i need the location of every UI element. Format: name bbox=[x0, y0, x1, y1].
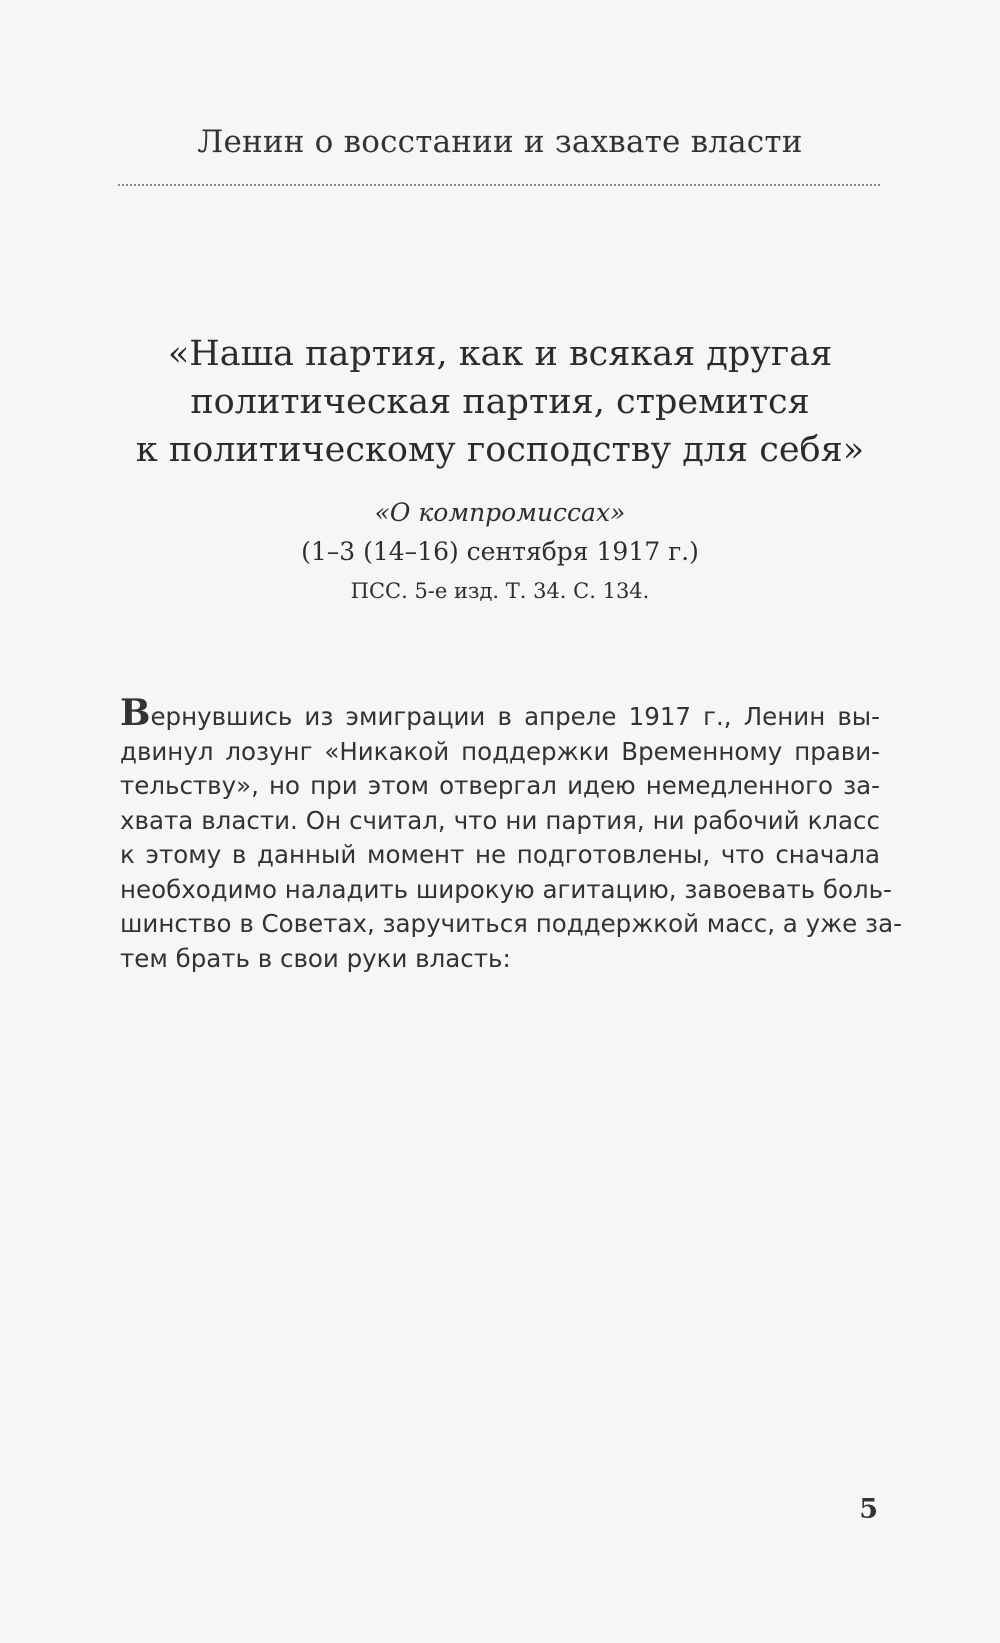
epigraph-quote bbox=[100, 330, 900, 474]
header-divider bbox=[118, 184, 880, 186]
body-line: двинул лозунг «Никакой поддержки Временному прави- bbox=[120, 736, 880, 766]
epigraph-source-date: (1–3 (14–16) сентября 1917 г.) bbox=[301, 537, 699, 566]
epigraph-quote-line: к политическому господству для себя» bbox=[135, 430, 865, 470]
epigraph-source-title: «О компромиссах» bbox=[374, 498, 626, 527]
body-paragraph bbox=[120, 692, 902, 976]
body-line-text: ернувшись из эмиграции в апреле 1917 г., Ленин вы- bbox=[150, 702, 880, 731]
body-line bbox=[120, 692, 880, 735]
body-line: тем брать в свои руки власть: bbox=[120, 943, 511, 973]
epigraph-quote-line: «Наша партия, как и всякая другая bbox=[167, 334, 833, 374]
page-number: 5 bbox=[859, 1494, 878, 1525]
epigraph bbox=[100, 330, 900, 608]
body-line: к этому в данный момент не подготовлены, что сначала bbox=[120, 840, 880, 869]
body-line: шинство в Советах, заручиться поддержкой масс, а уже за- bbox=[120, 909, 902, 938]
drop-cap: В bbox=[120, 692, 151, 734]
epigraph-quote-line: политическая партия, стремится bbox=[190, 382, 810, 422]
epigraph-source-reference: ПСС. 5-е изд. Т. 34. С. 134. bbox=[350, 579, 650, 603]
body-line: тельству», но при этом отвергал идею немедленного за- bbox=[120, 771, 880, 800]
body-line: хвата власти. Он считал, что ни партия, ни рабочий класс bbox=[120, 805, 880, 835]
running-head: Ленин о восстании и захвате власти bbox=[197, 124, 803, 160]
body-line: необходимо наладить широкую агитацию, завоевать боль- bbox=[120, 874, 892, 904]
